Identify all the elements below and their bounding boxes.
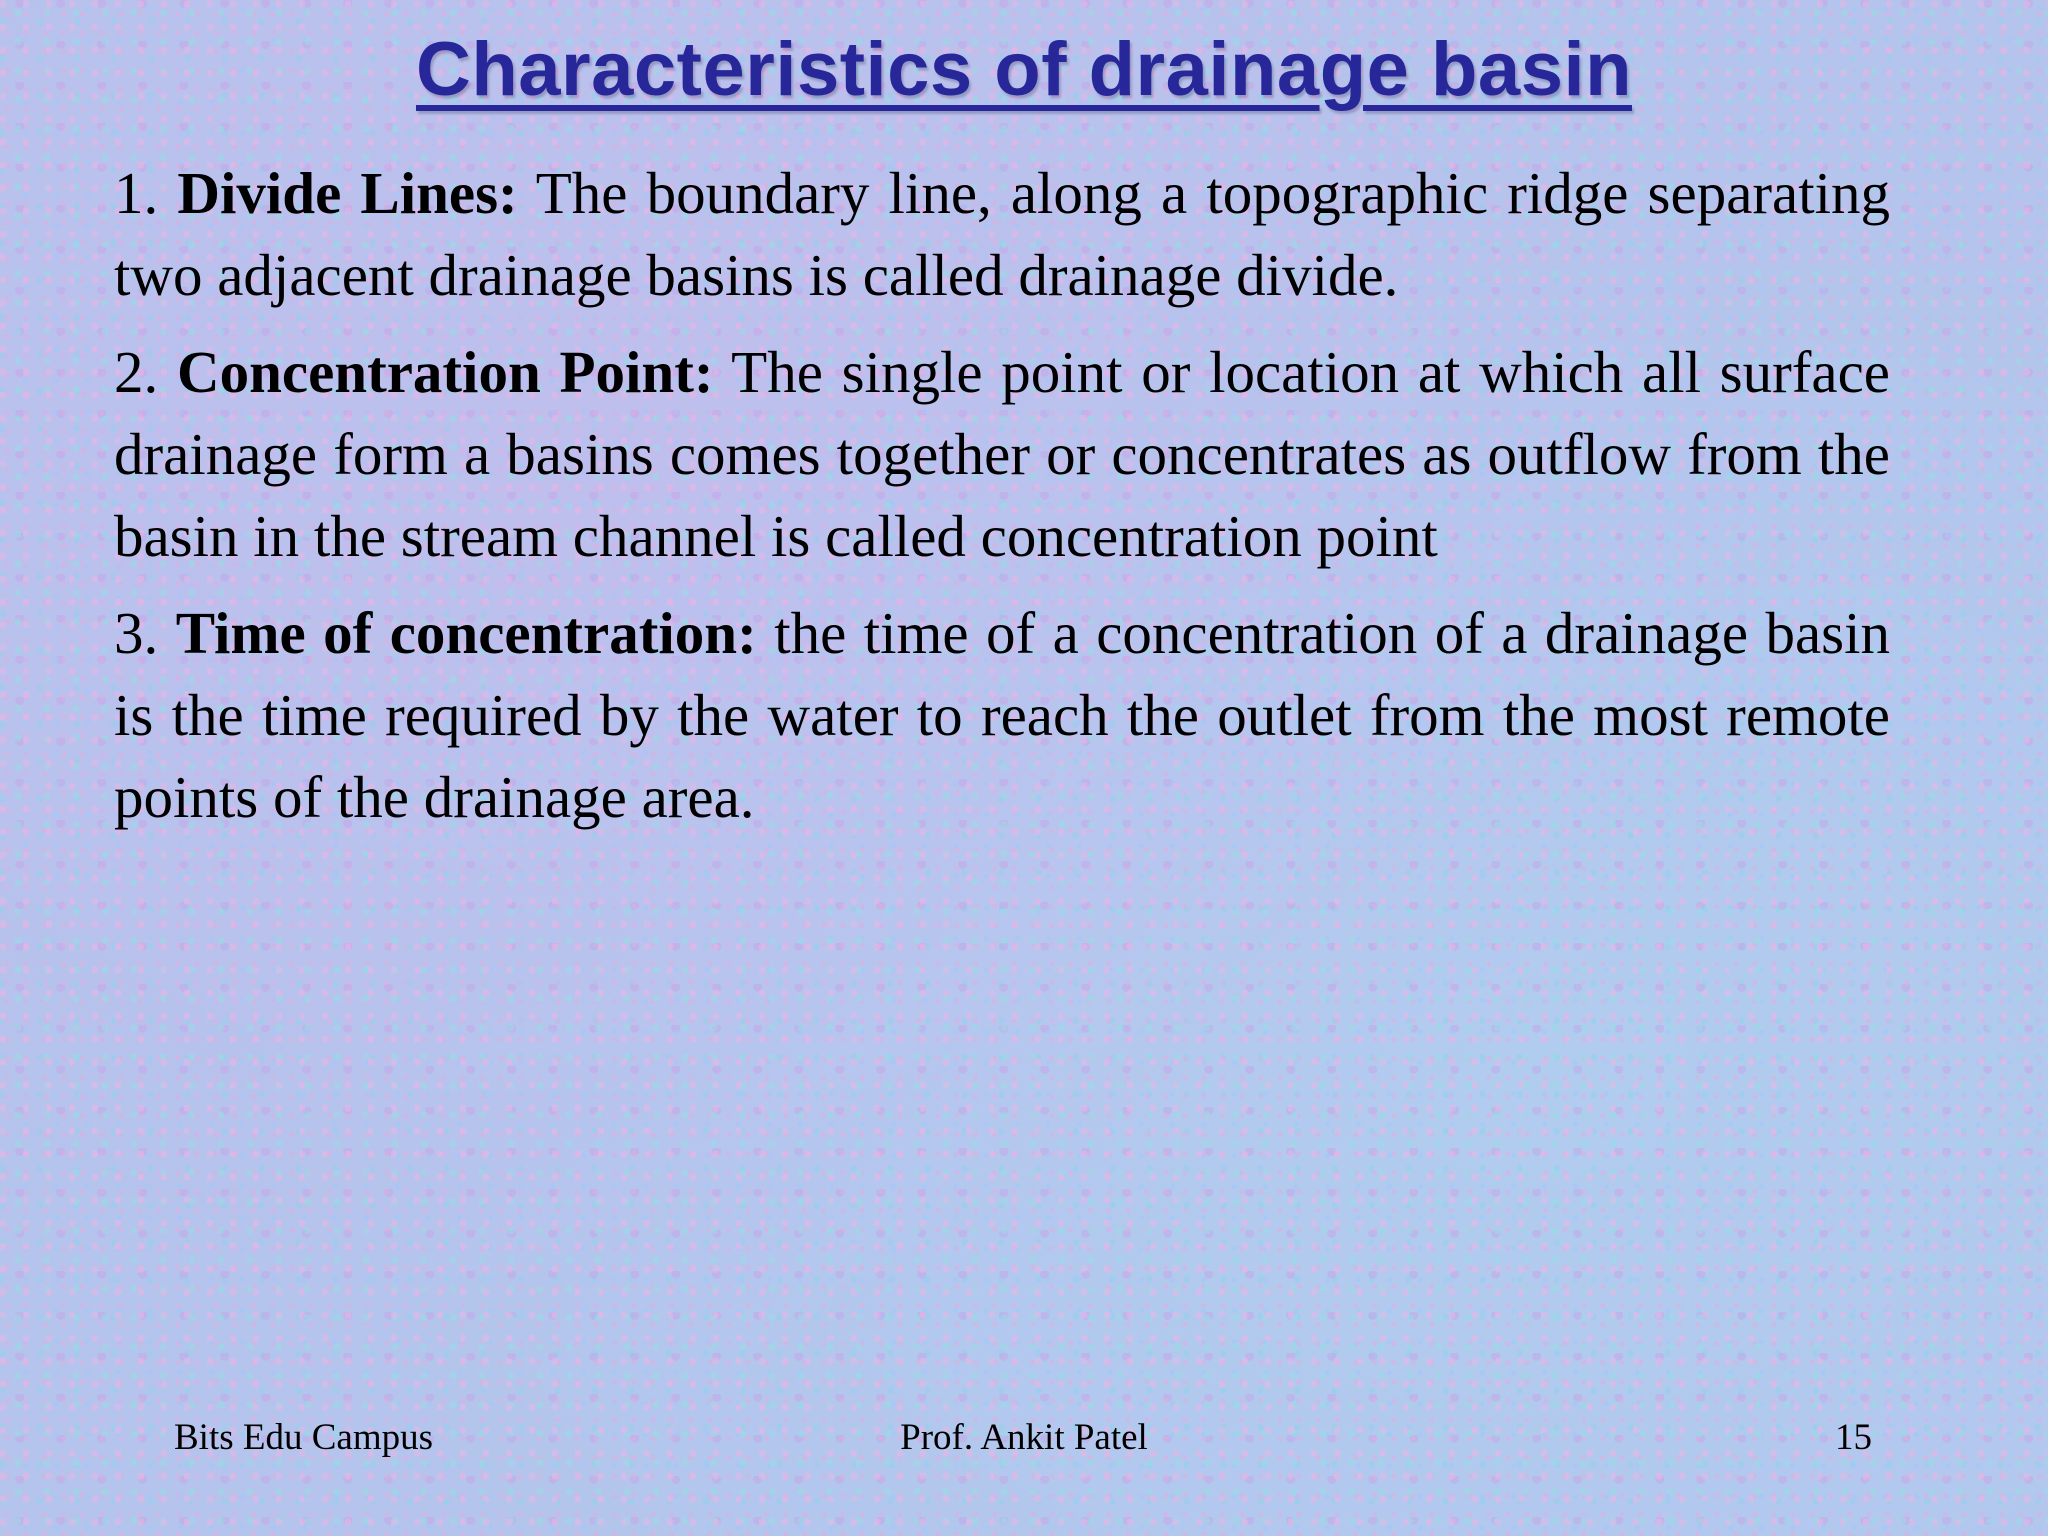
slide-footer — [0, 1408, 2048, 1468]
slide-title — [0, 22, 2048, 118]
item-text: The boundary line, along a topographic ridge separating two adjacent drainage basins is called drainage divide. — [114, 160, 1891, 308]
item-text: the time of a concentration of a drainage basin is the time required by the water to reach the outlet from the most remote points of the drainage area. — [114, 600, 1891, 830]
footer-author: Prof. Ankit Patel — [900, 1417, 1148, 1458]
item-number: 2. — [114, 339, 159, 405]
item-term: Concentration Point: — [176, 339, 714, 405]
slide-content — [114, 152, 1890, 853]
list-item-divide-lines — [114, 152, 1890, 316]
item-number: 1. — [114, 160, 159, 226]
footer-page-number: 15 — [1835, 1417, 1872, 1458]
item-term: Divide Lines: — [177, 160, 518, 226]
item-number: 3. — [114, 600, 159, 666]
slide-title-text: Characteristics of drainage basin — [415, 27, 1633, 112]
item-text: The single point or location at which all surface drainage form a basins comes together or concentrates as outflow from the basin in the stream channel is called concentration point — [114, 339, 1890, 569]
list-item-concentration-point — [114, 331, 1890, 577]
list-item-time-of-concentration — [114, 592, 1890, 838]
item-term: Time of concentration: — [175, 600, 757, 666]
footer-institution: Bits Edu Campus — [174, 1417, 434, 1458]
